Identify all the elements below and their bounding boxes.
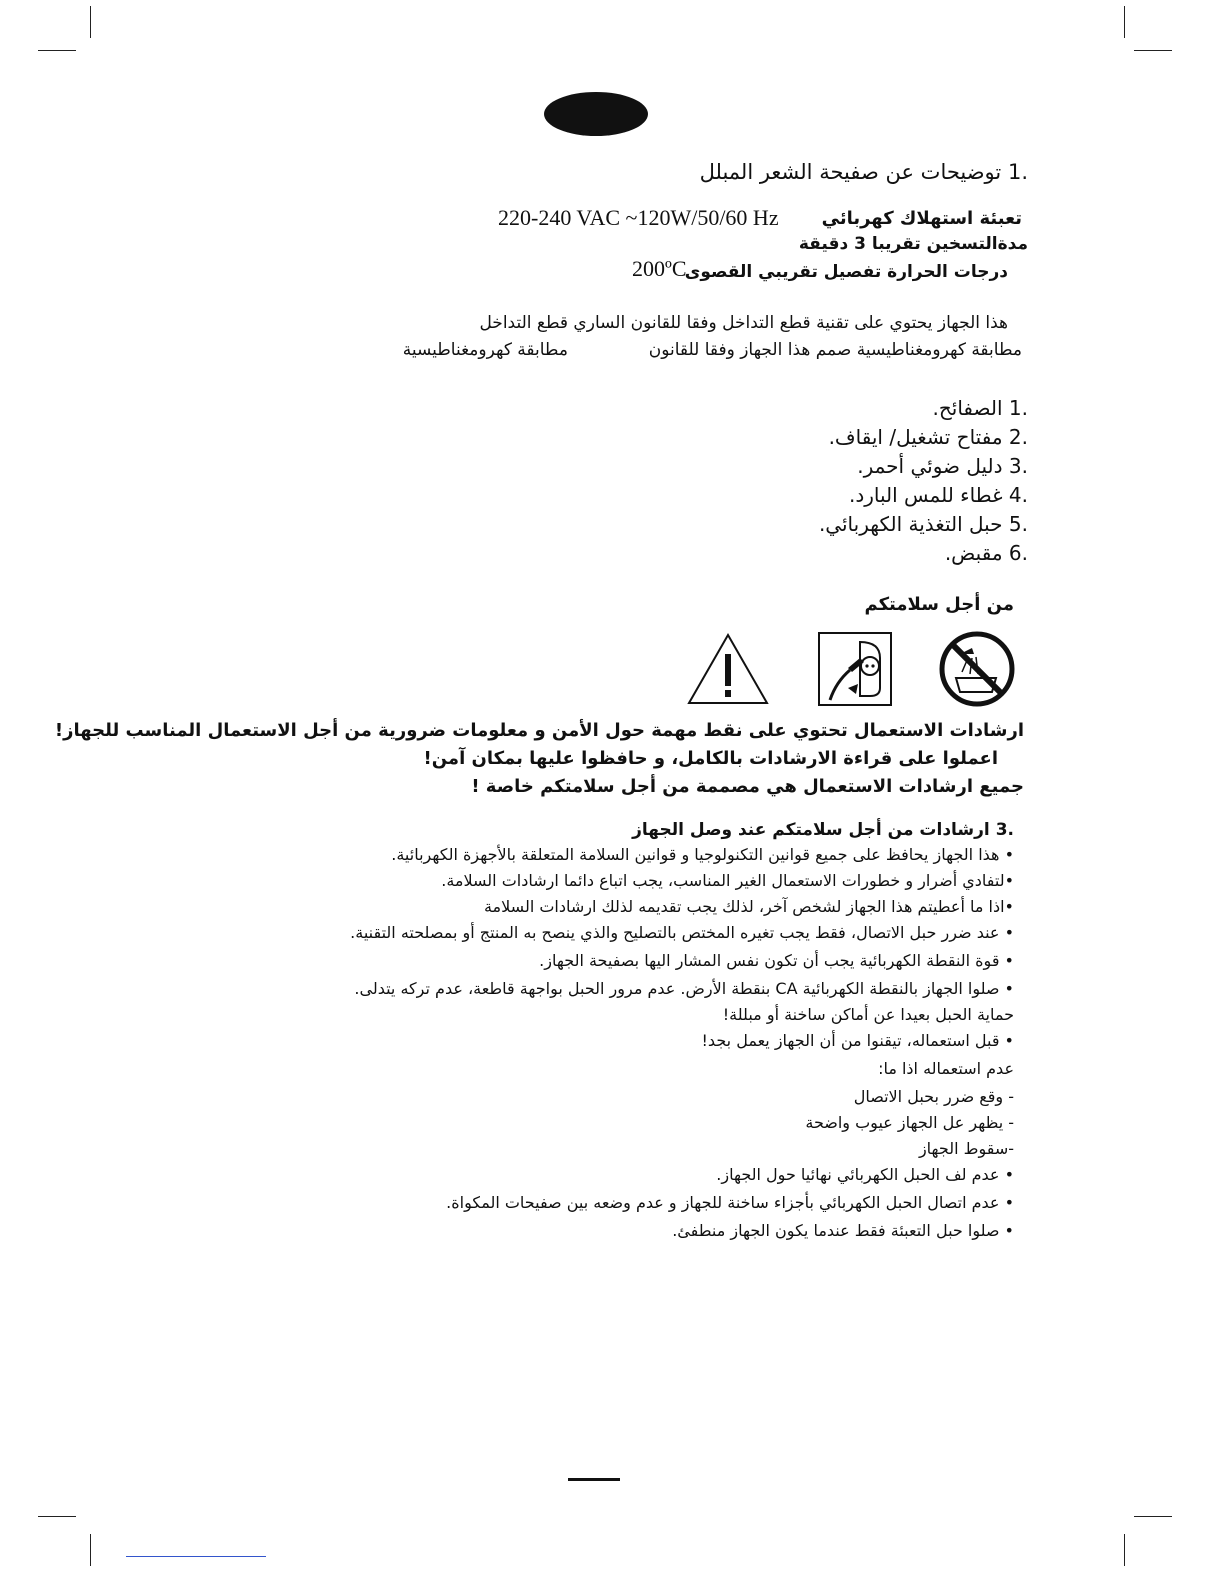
instruction-item: • قبل استعماله، تيقنوا من أن الجهاز يعمل بجد! [701,1031,1014,1050]
spec-label-power: تعبئة استهلاك كهربائي [821,208,1022,229]
instruction-item: •لتفادي أضرار و خطورات الاستعمال الغير المناسب، يجب اتباع دائما ارشادات السلامة. [441,871,1014,890]
crop-mark [90,1534,91,1566]
interference-line-2: مطابقة كهرومغناطيسية صمم هذا الجهاز وفقا للقانون [648,340,1022,360]
crop-mark [1134,1516,1172,1517]
safety-heading: من أجل سلامتكم [864,594,1014,615]
interference-line-1: هذا الجهاز يحتوي على تقنية قطع التداخل وفقا للقانون الساري قطع التداخل [479,313,1008,333]
instruction-item: -سقوط الجهاز [918,1139,1014,1158]
crop-mark [1134,50,1172,51]
instruction-item: • عدم لف الحبل الكهربائي نهائيا حول الجهاز. [716,1165,1014,1184]
crop-mark [90,6,91,38]
parts-list-item: .4 غطاء للمس البارد. [848,483,1028,507]
crop-mark [1124,6,1125,38]
instruction-item: • صلوا الجهاز بالنقطة الكهربائية CA بنقطة الأرض. عدم مرور الحبل بواجهة قاطعة، عدم تركه يتدلى. [354,979,1014,998]
instruction-item: • صلوا حبل التعبئة فقط عندما يكون الجهاز منطفئ. [672,1221,1014,1240]
parts-list-item: .5 حبل التغذية الكهربائي. [818,512,1028,536]
no-water-icon [938,630,1016,708]
instruction-item: • عند ضرر حبل الاتصال، فقط يجب تغيره المختص بالتصليح والذي ينصح به المنتج أو بمصلحته التقنية. [350,923,1014,942]
warning-line: اعملوا على قراءة الارشادات بالكامل، و حافظوا عليها بمكان آمن! [423,748,998,769]
instruction-item: حماية الحبل بعيدا عن أماكن ساخنة أو مبللة! [722,1005,1014,1024]
language-tab-marker [544,92,648,136]
interference-line-2-end: مطابقة كهرومغناطيسية [402,340,568,360]
parts-list-item: .6 مقبض. [944,541,1028,565]
crop-mark [38,1516,76,1517]
instruction-item: • قوة النقطة الكهربائية يجب أن تكون نفس المشار اليها بصفيحة الجهاز. [539,951,1014,970]
spec-label-heating: مدةالتسخين تقريبا 3 دقيقة [798,234,1028,254]
parts-list-item: .3 دليل ضوئي أحمر. [857,454,1028,478]
parts-list-item: .1 الصفائح. [932,396,1028,420]
crop-mark [1124,1534,1125,1566]
spec-label-temperature: درجات الحرارة تفصيل تقريبي القصوى [684,262,1008,282]
instruction-item: •اذا ما أعطيتم هذا الجهاز لشخص آخر، لذلك يجب تقديمه لذلك ارشادات السلامة [483,897,1014,916]
page-footer-rule [568,1478,620,1481]
section-3-title: .3 ارشادات من أجل سلامتكم عند وصل الجهاز [632,820,1014,840]
instruction-item: • هذا الجهاز يحافظ على جميع قوانين التكنولوجيا و قوانين السلامة المتعلقة بالأجهزة الكهربائية. [391,845,1014,864]
link-underline [126,1556,266,1557]
parts-list-item: .2 مفتاح تشغيل/ ايقاف. [828,425,1028,449]
crop-mark [38,50,76,51]
section-title: .1 توضيحات عن صفيحة الشعر المبلل [699,160,1028,184]
instruction-item: - وقع ضرر بحبل الاتصال [853,1087,1014,1106]
instruction-item: • عدم اتصال الحبل الكهربائي بأجزاء ساخنة للجهاز و عدم وضعه بين صفيحات المكواة. [446,1193,1014,1212]
spec-value-power: 220-240 VAC ~120W/50/60 Hz [498,205,779,230]
unplug-icon [818,632,892,706]
instruction-item: - يظهر عل الجهاز عيوب واضحة [805,1113,1014,1132]
warning-triangle-icon [686,632,770,706]
warning-line: ارشادات الاستعمال تحتوي على نقط مهمة حول الأمن و معلومات ضرورية من أجل الاستعمال المناسب للجهاز! [54,720,1024,741]
spec-value-temperature: 200ºC [632,256,687,281]
warning-line: جميع ارشادات الاستعمال هي مصممة من أجل سلامتكم خاصة ! [471,776,1024,797]
instruction-item: عدم استعماله اذا ما: [878,1059,1014,1078]
